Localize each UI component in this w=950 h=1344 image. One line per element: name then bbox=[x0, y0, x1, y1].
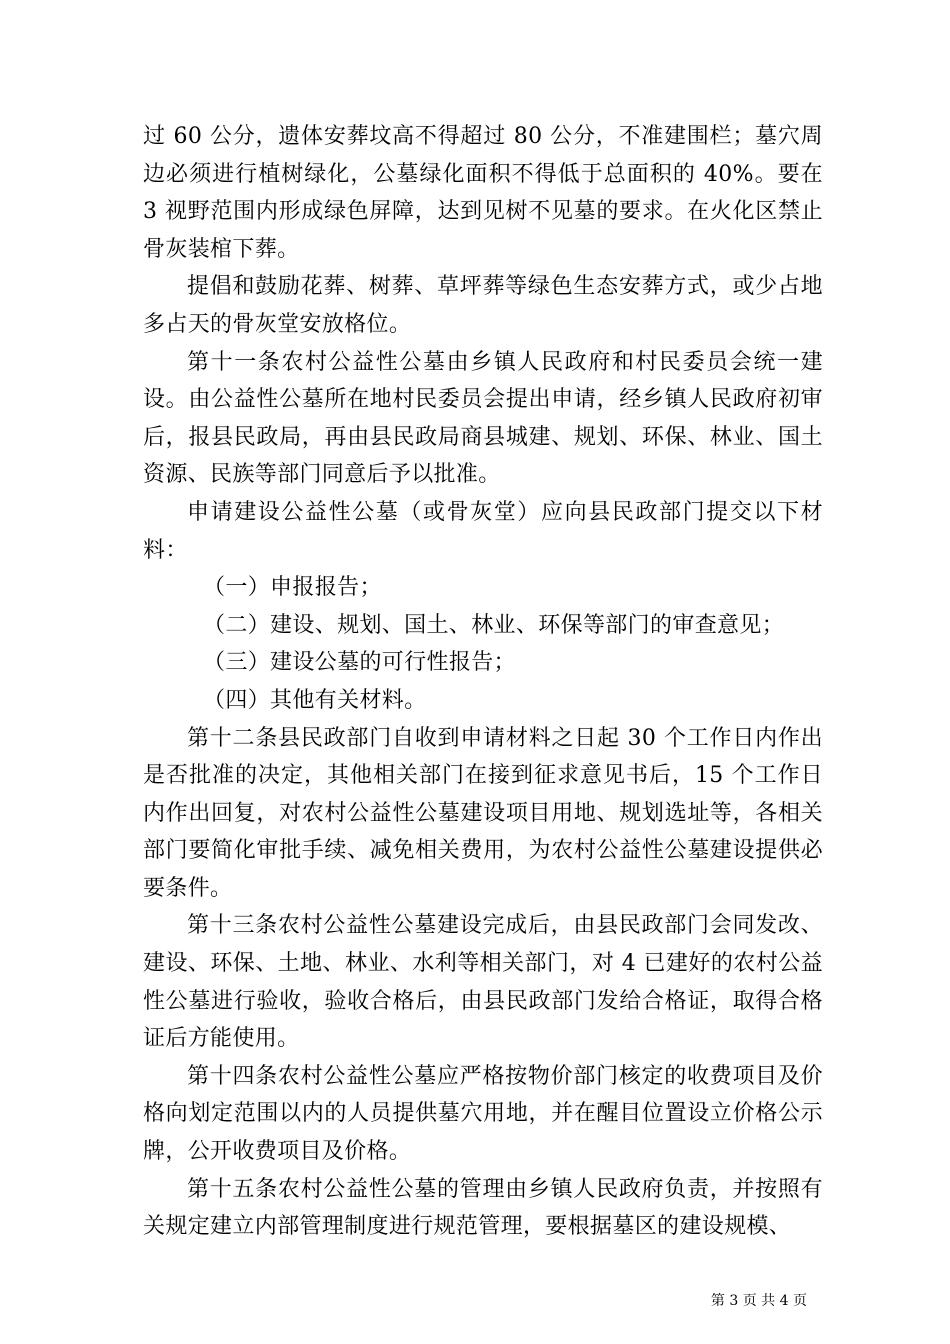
paragraph-article-12: 第十二条县民政部门自收到申请材料之日起 30 个工作日内作出是否批准的决定，其他相关部门在接到征求意见书后，15 个工作日内作出回复，对农村公益性公墓建设项目用地、规划选址等，各相关部门要简化审批手续、减免相关费用，为农村公益性公墓建设提供必要条件。 bbox=[143, 725, 823, 901]
paragraph-article-14: 第十四条农村公益性公墓应严格按物价部门核定的收费项目及价格向划定范围以内的人员提供墓穴用地，并在醒目位置设立价格公示牌，公开收费项目及价格。 bbox=[143, 1063, 823, 1165]
list-item-1: （一）申报报告； bbox=[203, 575, 382, 601]
paragraph-article-11: 第十一条农村公益性公墓由乡镇人民政府和村民委员会统一建设。由公益性公墓所在地村民委员会提出申请，经乡镇人民政府初审后，报县民政局，再由县民政局商县城建、规划、环保、林业、国土资源、民族等部门同意后予以批准。 bbox=[143, 349, 823, 488]
list-item-2: （二）建设、规划、国土、林业、环保等部门的审查意见； bbox=[203, 612, 785, 638]
list-item-4: （四）其他有关材料。 bbox=[203, 687, 427, 713]
list-item-3: （三）建设公墓的可行性报告； bbox=[203, 650, 516, 676]
document-body bbox=[143, 118, 831, 1246]
paragraph-green-burial: 提倡和鼓励花葬、树葬、草坪葬等绿色生态安葬方式，或少占地多占天的骨灰堂安放格位。 bbox=[143, 274, 823, 337]
paragraph-article-15: 第十五条农村公益性公墓的管理由乡镇人民政府负责，并按照有关规定建立内部管理制度进行规范管理，要根据墓区的建设规模、 bbox=[143, 1176, 823, 1240]
page-number: 第 3 页 共 4 页 bbox=[710, 1293, 807, 1309]
paragraph-continuation: 过 60 公分，遗体安葬坟高不得超过 80 公分，不准建围栏；墓穴周边必须进行植树绿化，公墓绿化面积不得低于总面积的 40%。要在 3 视野范围内形成绿色屏障，达到见树不见墓的要求。在火化区禁止骨灰装棺下葬。 bbox=[143, 124, 831, 262]
paragraph-application-materials: 申请建设公益性公墓（或骨灰堂）应向县民政部门提交以下材料： bbox=[143, 499, 823, 563]
paragraph-article-13: 第十三条农村公益性公墓建设完成后，由县民政部门会同发改、建设、环保、土地、林业、水利等相关部门，对 4 已建好的农村公益性公墓进行验收，验收合格后，由县民政部门发给合格证，取得合格证后方能使用。 bbox=[143, 913, 823, 1052]
